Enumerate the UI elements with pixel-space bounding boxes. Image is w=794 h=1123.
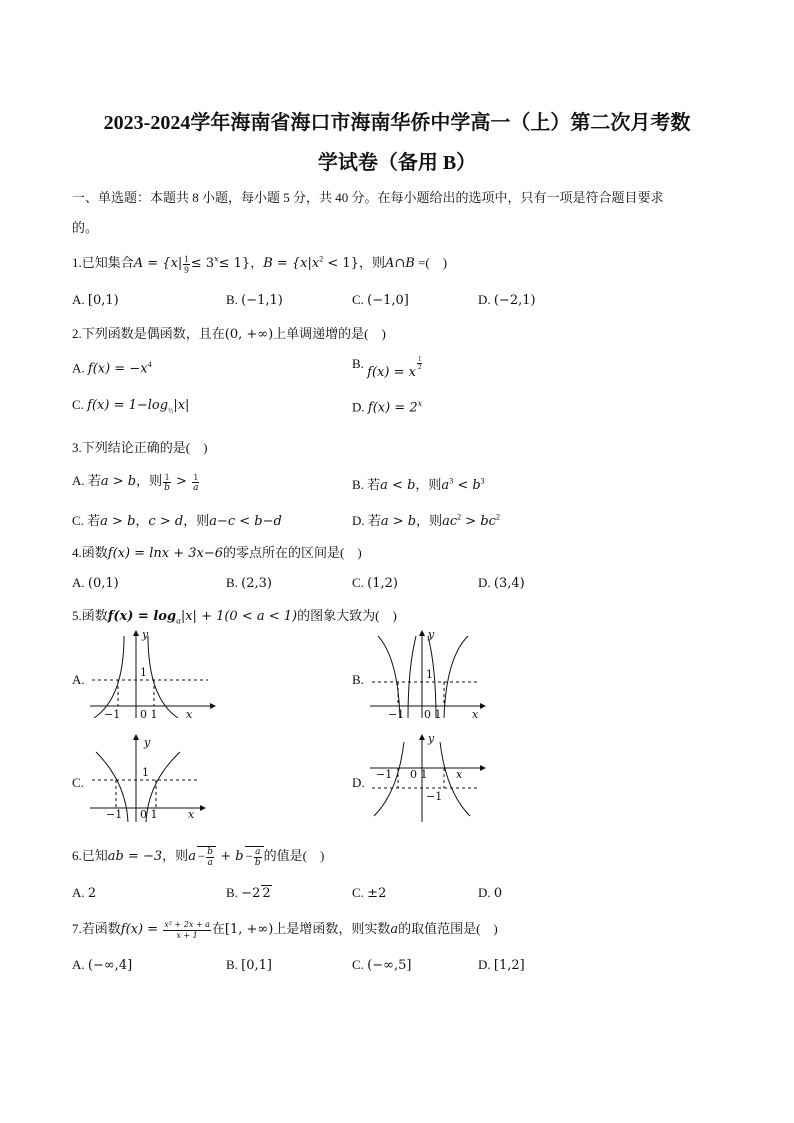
q5-option-d-label: D. (352, 775, 365, 790)
question-7: 7.若函数f(x) = $\frac{\text{x² + 2x + a}}{x + 1}$ 在[1, +∞)上是增函数，则实数a的取值范围是( ) (72, 919, 498, 940)
question-6: 6.已知ab = −3，则a − $\frac{b}{a}$ + b − $\frac{a}{b}$ 的值是( ) (72, 846, 325, 868)
svg-text:−1: −1 (106, 808, 123, 821)
q7-option-c: C. (−∞,5] (352, 957, 412, 973)
q6-option-b: B. −2 2 (226, 885, 271, 901)
svg-text:0 1: 0 1 (410, 768, 428, 781)
q5-option-c-label: C. (72, 775, 84, 790)
svg-text:−1: −1 (104, 708, 121, 720)
q2-option-c: C. $f(x) = 1-\log_{\frac{1}{2}}|x|$ (72, 397, 190, 415)
svg-text:−1: −1 (376, 768, 393, 781)
svg-text:1: 1 (426, 668, 433, 681)
q1-option-c: C. (−1,0] (352, 292, 409, 308)
q5-option-a-label: A. (72, 672, 85, 687)
svg-text:−1: −1 (388, 708, 405, 720)
svg-text:y: y (428, 732, 435, 745)
q5-option-b-label: B. (352, 672, 364, 687)
section-heading-cont: 的。 (72, 220, 99, 235)
question-2: 2.下列函数是偶函数，且在(0, +∞)上单调递增的是( ) (72, 326, 386, 342)
question-3: 3.下列结论正确的是( ) (72, 440, 208, 455)
q4-option-a: A. (0,1) (72, 575, 119, 591)
svg-text:y: y (142, 628, 149, 641)
svg-text:x: x (472, 708, 479, 720)
question-4: 4.函数f(x) = lnx + 3x−6的零点所在的区间是( ) (72, 545, 362, 561)
q4-option-c: C. (1,2) (352, 575, 398, 591)
q7-option-b: B. [0,1] (226, 957, 272, 973)
q5-graph-b (368, 628, 488, 720)
q4-option-b: B. (2,3) (226, 575, 272, 591)
q4-option-d: D. (3,4) (478, 575, 525, 591)
question-1: 1.已知集合A = {x| $\frac{1}{9}$ ≤ $3^x\le 1$}，$B = \{x|x^2 < 1\}$，则A∩B =( ) (72, 253, 448, 275)
section-heading: 一、单选题：本题共 8 小题，每小题 5 分，共 40 分。在每小题给出的选项中，只有一项是符合题目要求 (72, 190, 664, 205)
q5-graph-c (88, 732, 212, 824)
paper-title-line2: 学试卷（备用 B） (317, 152, 477, 174)
paper-title-line1: 2023-2024学年海南省海口市海南华侨中学高一（上）第二次月考数 (103, 112, 691, 134)
question-5: 5.函数$f(x) = \log_a|x| + 1(0 < a < 1)$的图象大致为( ) (72, 608, 397, 626)
svg-text:0 1: 0 1 (140, 808, 158, 821)
svg-text:y: y (428, 628, 435, 641)
q5-graph-d (368, 732, 488, 824)
q6-option-d: D. 0 (478, 885, 503, 901)
q5-graph-a (88, 628, 218, 720)
q7-option-a: A. (−∞,4] (72, 957, 133, 973)
q2-option-d: D. $f(x) = 2^x$ (352, 399, 423, 416)
q2-option-b: B. f(x) = x $\frac{1}{2}$ (352, 354, 422, 380)
q1-option-d: D. (−2,1) (478, 292, 536, 308)
q2-option-a: A. $f(x) = -x^4$ (72, 360, 152, 377)
q7-option-d: D. [1,2] (478, 957, 525, 973)
svg-text:y: y (144, 736, 151, 749)
svg-text:1: 1 (142, 766, 149, 779)
svg-text:x: x (456, 768, 463, 781)
svg-text:0 1: 0 1 (140, 708, 158, 720)
q3-option-b: B. 若a < b，则$a^3 < b^3$ (352, 476, 485, 493)
q6-option-a: A. 2 (72, 885, 97, 901)
q6-option-c: C. ±2 (352, 885, 387, 901)
q1-option-b: B. (−1,1) (226, 292, 283, 308)
q3-option-a: A. 若a > b，则 $\frac{1}{b}$ > $\frac{1}{a}$ (72, 471, 199, 493)
svg-text:0 1: 0 1 (424, 708, 442, 720)
q1-option-a: A. [0,1) (72, 292, 119, 308)
q3-option-d: D. 若a > b，则$ac^2 > bc^2$ (352, 512, 500, 529)
svg-text:x: x (188, 808, 195, 821)
svg-text:x: x (186, 708, 193, 720)
q3-option-c: C. 若a > b，c > d，则a−c < b−d (72, 513, 282, 529)
svg-text:−1: −1 (426, 790, 443, 803)
svg-text:1: 1 (140, 666, 147, 679)
